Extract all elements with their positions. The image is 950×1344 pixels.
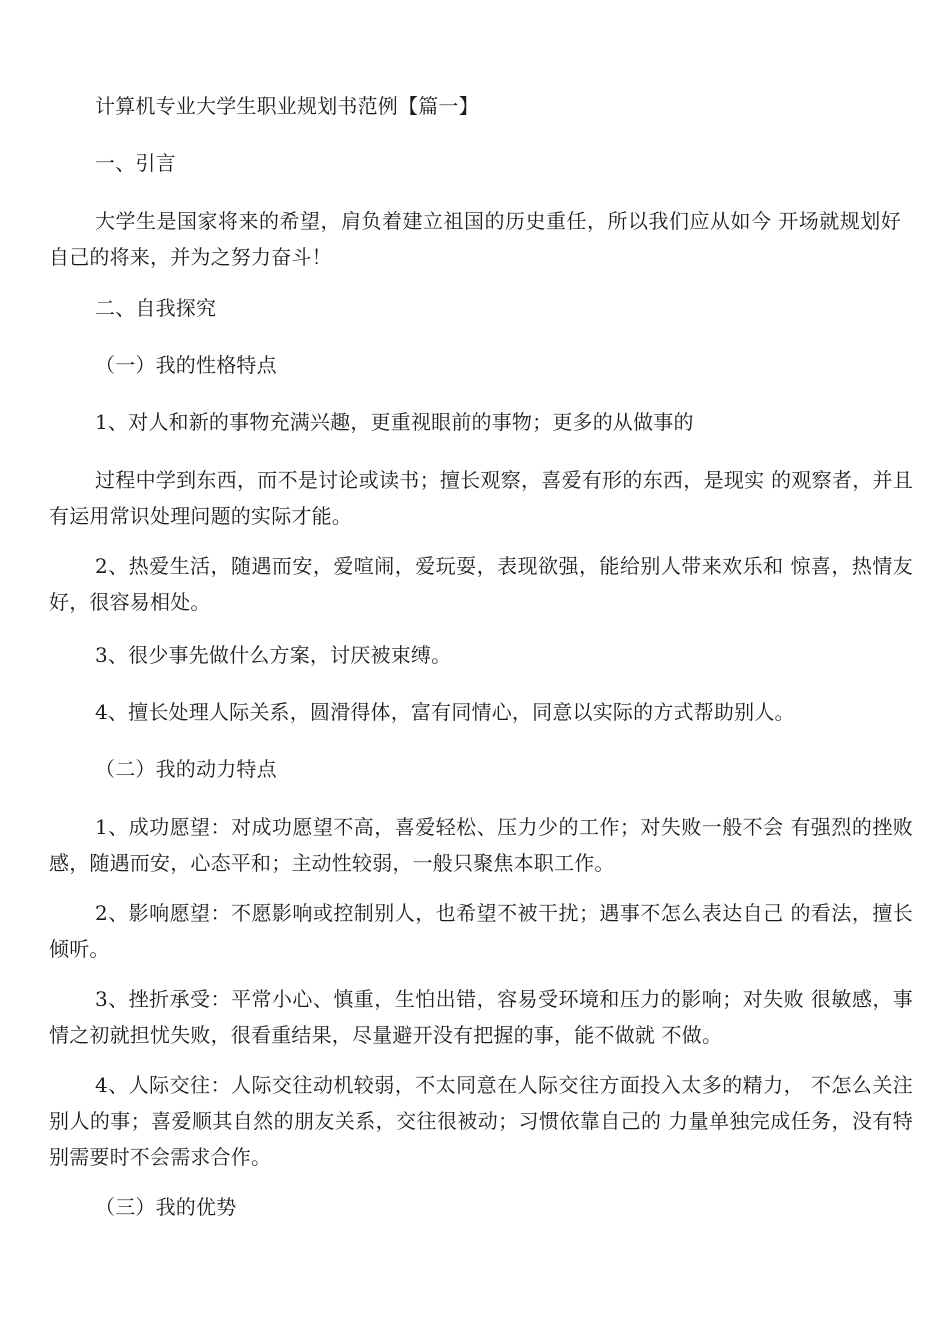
personality-trait-1-continued: 过程中学到东西，而不是讨论或读书；擅长观察，喜爱有形的东西，是现实 的观察者，并且有运用常识处理问题的实际才能。 — [49, 468, 913, 528]
intro-paragraph: 大学生是国家将来的希望，肩负着建立祖国的历史重任，所以我们应从如今 开场就规划好自己的将来，并为之努力奋斗！ — [49, 209, 901, 269]
subsection-heading-strengths: （三）我的优势 — [95, 1195, 237, 1219]
motivation-item-2: 2、影响愿望：不愿影响或控制别人，也希望不被干扰；遇事不怎么表达自己 的看法，擅长倾听。 — [49, 901, 913, 961]
subsection-heading-personality: （一）我的性格特点 — [95, 353, 277, 377]
personality-trait-1: 1、对人和新的事物充满兴趣，更重视眼前的事物；更多的从做事的 — [95, 410, 694, 434]
personality-trait-4: 4、擅长处理人际关系，圆滑得体，富有同情心，同意以实际的方式帮助别人。 — [95, 700, 795, 724]
document-title: 计算机专业大学生职业规划书范例【篇一】 — [95, 94, 479, 118]
section-heading-self-exploration: 二、自我探究 — [95, 296, 217, 320]
motivation-item-1: 1、成功愿望：对成功愿望不高，喜爱轻松、压力少的工作；对失败一般不会 有强烈的挫败感，随遇而安，心态平和；主动性较弱，一般只聚焦本职工作。 — [49, 815, 913, 875]
motivation-item-4: 4、人际交往：人际交往动机较弱，不太同意在人际交往方面投入太多的精力， 不怎么关注别人的事；喜爱顺其自然的朋友关系，交往很被动；习惯依靠自己的 力量单独完成任务，没有特别需要时不会需求合作。 — [49, 1073, 913, 1169]
subsection-heading-motivation: （二）我的动力特点 — [95, 757, 277, 781]
personality-trait-2: 2、热爱生活，随遇而安，爱喧闹，爱玩耍，表现欲强，能给别人带来欢乐和 惊喜，热情友好，很容易相处。 — [49, 554, 913, 614]
motivation-item-3: 3、挫折承受：平常小心、慎重，生怕出错，容易受环境和压力的影响；对失败 很敏感，事情之初就担忧失败，很看重结果，尽量避开没有把握的事，能不做就 不做。 — [49, 987, 913, 1047]
section-heading-introduction: 一、引言 — [95, 151, 176, 175]
personality-trait-3: 3、很少事先做什么方案，讨厌被束缚。 — [95, 643, 452, 667]
